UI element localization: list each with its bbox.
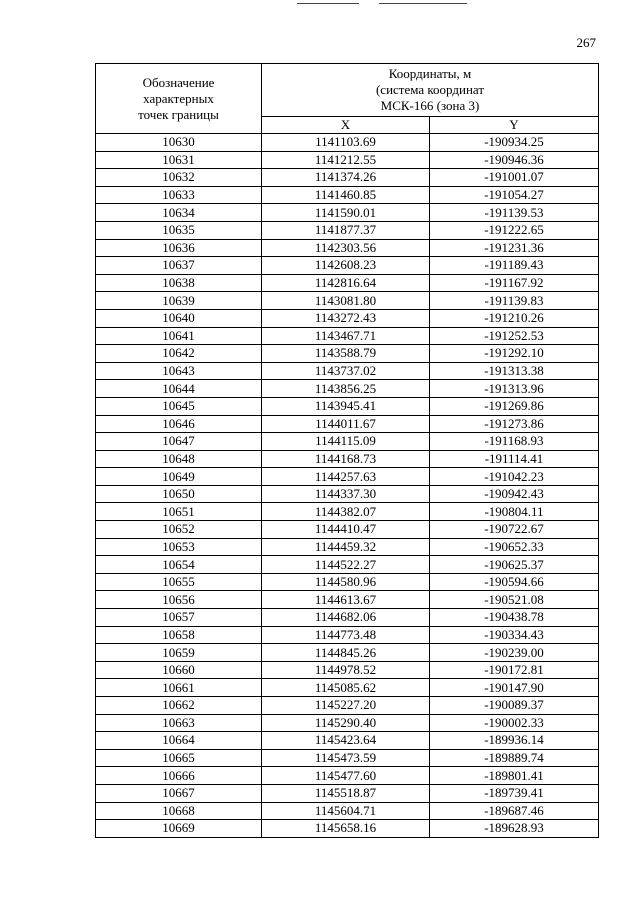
y-coordinate-cell: -189889.74 [430, 749, 599, 767]
table-row [96, 820, 599, 838]
y-coordinate-cell: -190089.37 [430, 697, 599, 715]
point-id-cell: 10662 [96, 697, 262, 715]
table-row [96, 732, 599, 750]
y-coordinate-cell: -190438.78 [430, 609, 599, 627]
y-coordinate-cell: -190172.81 [430, 661, 599, 679]
table-row [96, 714, 599, 732]
header-y: Y [430, 117, 599, 134]
table-row [96, 485, 599, 503]
x-coordinate-cell: 1144682.06 [262, 609, 430, 627]
point-id-cell: 10660 [96, 661, 262, 679]
header-coords-line: Координаты, м [388, 66, 472, 81]
x-coordinate-cell: 1143588.79 [262, 345, 430, 363]
point-id-cell: 10646 [96, 415, 262, 433]
x-coordinate-cell: 1143737.02 [262, 362, 430, 380]
table-row [96, 186, 599, 204]
y-coordinate-cell: -191231.36 [430, 239, 599, 257]
table-row [96, 380, 599, 398]
table-row [96, 573, 599, 591]
point-id-cell: 10639 [96, 292, 262, 310]
point-id-cell: 10631 [96, 151, 262, 169]
table-row [96, 151, 599, 169]
coordinates-table [95, 63, 599, 838]
x-coordinate-cell: 1143081.80 [262, 292, 430, 310]
point-id-cell: 10650 [96, 485, 262, 503]
y-coordinate-cell: -191139.83 [430, 292, 599, 310]
x-coordinate-cell: 1144115.09 [262, 433, 430, 451]
y-coordinate-cell: -191269.86 [430, 397, 599, 415]
x-coordinate-cell: 1145473.59 [262, 749, 430, 767]
table-row [96, 327, 599, 345]
x-coordinate-cell: 1144459.32 [262, 538, 430, 556]
y-coordinate-cell: -191313.96 [430, 380, 599, 398]
y-coordinate-cell: -189687.46 [430, 802, 599, 820]
point-id-cell: 10669 [96, 820, 262, 838]
y-coordinate-cell: -191054.27 [430, 186, 599, 204]
point-id-cell: 10637 [96, 257, 262, 275]
y-coordinate-cell: -191168.93 [430, 433, 599, 451]
point-id-cell: 10642 [96, 345, 262, 363]
header-x: X [262, 117, 430, 134]
point-id-cell: 10665 [96, 749, 262, 767]
table-row [96, 679, 599, 697]
y-coordinate-cell: -190652.33 [430, 538, 599, 556]
x-coordinate-cell: 1144257.63 [262, 468, 430, 486]
y-coordinate-cell: -190147.90 [430, 679, 599, 697]
y-coordinate-cell: -190804.11 [430, 503, 599, 521]
y-coordinate-cell: -189628.93 [430, 820, 599, 838]
x-coordinate-cell: 1144773.48 [262, 626, 430, 644]
y-coordinate-cell: -189936.14 [430, 732, 599, 750]
x-coordinate-cell: 1145290.40 [262, 714, 430, 732]
header-name-line: характерных [143, 90, 214, 106]
table-row [96, 221, 599, 239]
y-coordinate-cell: -191167.92 [430, 274, 599, 292]
x-coordinate-cell: 1141374.26 [262, 169, 430, 187]
table-row [96, 644, 599, 662]
point-id-cell: 10655 [96, 573, 262, 591]
point-id-cell: 10651 [96, 503, 262, 521]
top-rule-left [297, 3, 359, 4]
x-coordinate-cell: 1144522.27 [262, 556, 430, 574]
x-coordinate-cell: 1143272.43 [262, 309, 430, 327]
point-id-cell: 10638 [96, 274, 262, 292]
table-row [96, 749, 599, 767]
x-coordinate-cell: 1145477.60 [262, 767, 430, 785]
table-row [96, 292, 599, 310]
point-id-cell: 10658 [96, 626, 262, 644]
y-coordinate-cell: -191001.07 [430, 169, 599, 187]
y-coordinate-cell: -190521.08 [430, 591, 599, 609]
point-id-cell: 10633 [96, 186, 262, 204]
x-coordinate-cell: 1142608.23 [262, 257, 430, 275]
point-id-cell: 10632 [96, 169, 262, 187]
y-coordinate-cell: -190594.66 [430, 573, 599, 591]
table-row [96, 134, 599, 152]
point-id-cell: 10635 [96, 221, 262, 239]
header-coords-line: (система координат [375, 82, 485, 97]
table-row [96, 556, 599, 574]
table-row [96, 609, 599, 627]
x-coordinate-cell: 1144613.67 [262, 591, 430, 609]
point-id-cell: 10656 [96, 591, 262, 609]
x-coordinate-cell: 1142303.56 [262, 239, 430, 257]
table-row [96, 239, 599, 257]
point-id-cell: 10661 [96, 679, 262, 697]
table-row [96, 538, 599, 556]
y-coordinate-cell: -191252.53 [430, 327, 599, 345]
point-id-cell: 10664 [96, 732, 262, 750]
x-coordinate-cell: 1143945.41 [262, 397, 430, 415]
table-row [96, 626, 599, 644]
table-row [96, 767, 599, 785]
table-row [96, 309, 599, 327]
table-row [96, 784, 599, 802]
x-coordinate-cell: 1145085.62 [262, 679, 430, 697]
y-coordinate-cell: -190934.25 [430, 134, 599, 152]
table-row [96, 397, 599, 415]
x-coordinate-cell: 1145658.16 [262, 820, 430, 838]
y-coordinate-cell: -190946.36 [430, 151, 599, 169]
top-rule-right [379, 3, 467, 4]
table-row [96, 521, 599, 539]
header-point-designation [96, 64, 262, 134]
table-row [96, 697, 599, 715]
table-row [96, 503, 599, 521]
y-coordinate-cell: -190942.43 [430, 485, 599, 503]
x-coordinate-cell: 1143467.71 [262, 327, 430, 345]
header-name-line: Обозначение [142, 74, 215, 90]
point-id-cell: 10666 [96, 767, 262, 785]
table-row [96, 433, 599, 451]
x-coordinate-cell: 1144337.30 [262, 485, 430, 503]
header-coordinates-group [262, 64, 599, 117]
page-number: 267 [576, 35, 596, 50]
y-coordinate-cell: -190722.67 [430, 521, 599, 539]
header-name-line: точек границы [138, 106, 219, 122]
x-coordinate-cell: 1141103.69 [262, 134, 430, 152]
point-id-cell: 10652 [96, 521, 262, 539]
x-coordinate-cell: 1144845.26 [262, 644, 430, 662]
table-row [96, 257, 599, 275]
x-coordinate-cell: 1144382.07 [262, 503, 430, 521]
x-coordinate-cell: 1144978.52 [262, 661, 430, 679]
table-body [96, 134, 599, 838]
point-id-cell: 10653 [96, 538, 262, 556]
point-id-cell: 10649 [96, 468, 262, 486]
point-id-cell: 10647 [96, 433, 262, 451]
x-coordinate-cell: 1141460.85 [262, 186, 430, 204]
point-id-cell: 10634 [96, 204, 262, 222]
x-coordinate-cell: 1144580.96 [262, 573, 430, 591]
y-coordinate-cell: -191210.26 [430, 309, 599, 327]
x-coordinate-cell: 1141212.55 [262, 151, 430, 169]
table-row [96, 450, 599, 468]
table-row [96, 591, 599, 609]
point-id-cell: 10640 [96, 309, 262, 327]
y-coordinate-cell: -191042.23 [430, 468, 599, 486]
y-coordinate-cell: -191114.41 [430, 450, 599, 468]
point-id-cell: 10645 [96, 397, 262, 415]
point-id-cell: 10668 [96, 802, 262, 820]
y-coordinate-cell: -190334.43 [430, 626, 599, 644]
x-coordinate-cell: 1145423.64 [262, 732, 430, 750]
table-row [96, 169, 599, 187]
y-coordinate-cell: -191273.86 [430, 415, 599, 433]
table-row [96, 661, 599, 679]
y-coordinate-cell: -189739.41 [430, 784, 599, 802]
point-id-cell: 10667 [96, 784, 262, 802]
point-id-cell: 10643 [96, 362, 262, 380]
table-row [96, 468, 599, 486]
table-row [96, 274, 599, 292]
y-coordinate-cell: -191292.10 [430, 345, 599, 363]
y-coordinate-cell: -191139.53 [430, 204, 599, 222]
header-coords-line: МСК-166 (зона 3) [380, 98, 480, 113]
point-id-cell: 10657 [96, 609, 262, 627]
point-id-cell: 10659 [96, 644, 262, 662]
x-coordinate-cell: 1144410.47 [262, 521, 430, 539]
y-coordinate-cell: -189801.41 [430, 767, 599, 785]
x-coordinate-cell: 1142816.64 [262, 274, 430, 292]
x-coordinate-cell: 1144011.67 [262, 415, 430, 433]
point-id-cell: 10654 [96, 556, 262, 574]
table-row [96, 362, 599, 380]
x-coordinate-cell: 1143856.25 [262, 380, 430, 398]
x-coordinate-cell: 1145227.20 [262, 697, 430, 715]
x-coordinate-cell: 1145604.71 [262, 802, 430, 820]
y-coordinate-cell: -190625.37 [430, 556, 599, 574]
table-row [96, 204, 599, 222]
x-coordinate-cell: 1144168.73 [262, 450, 430, 468]
x-coordinate-cell: 1145518.87 [262, 784, 430, 802]
point-id-cell: 10630 [96, 134, 262, 152]
y-coordinate-cell: -191313.38 [430, 362, 599, 380]
point-id-cell: 10636 [96, 239, 262, 257]
y-coordinate-cell: -191189.43 [430, 257, 599, 275]
point-id-cell: 10641 [96, 327, 262, 345]
y-coordinate-cell: -190239.00 [430, 644, 599, 662]
table-row [96, 415, 599, 433]
table-row [96, 345, 599, 363]
table-row [96, 802, 599, 820]
point-id-cell: 10644 [96, 380, 262, 398]
y-coordinate-cell: -190002.33 [430, 714, 599, 732]
x-coordinate-cell: 1141877.37 [262, 221, 430, 239]
x-coordinate-cell: 1141590.01 [262, 204, 430, 222]
y-coordinate-cell: -191222.65 [430, 221, 599, 239]
point-id-cell: 10648 [96, 450, 262, 468]
point-id-cell: 10663 [96, 714, 262, 732]
